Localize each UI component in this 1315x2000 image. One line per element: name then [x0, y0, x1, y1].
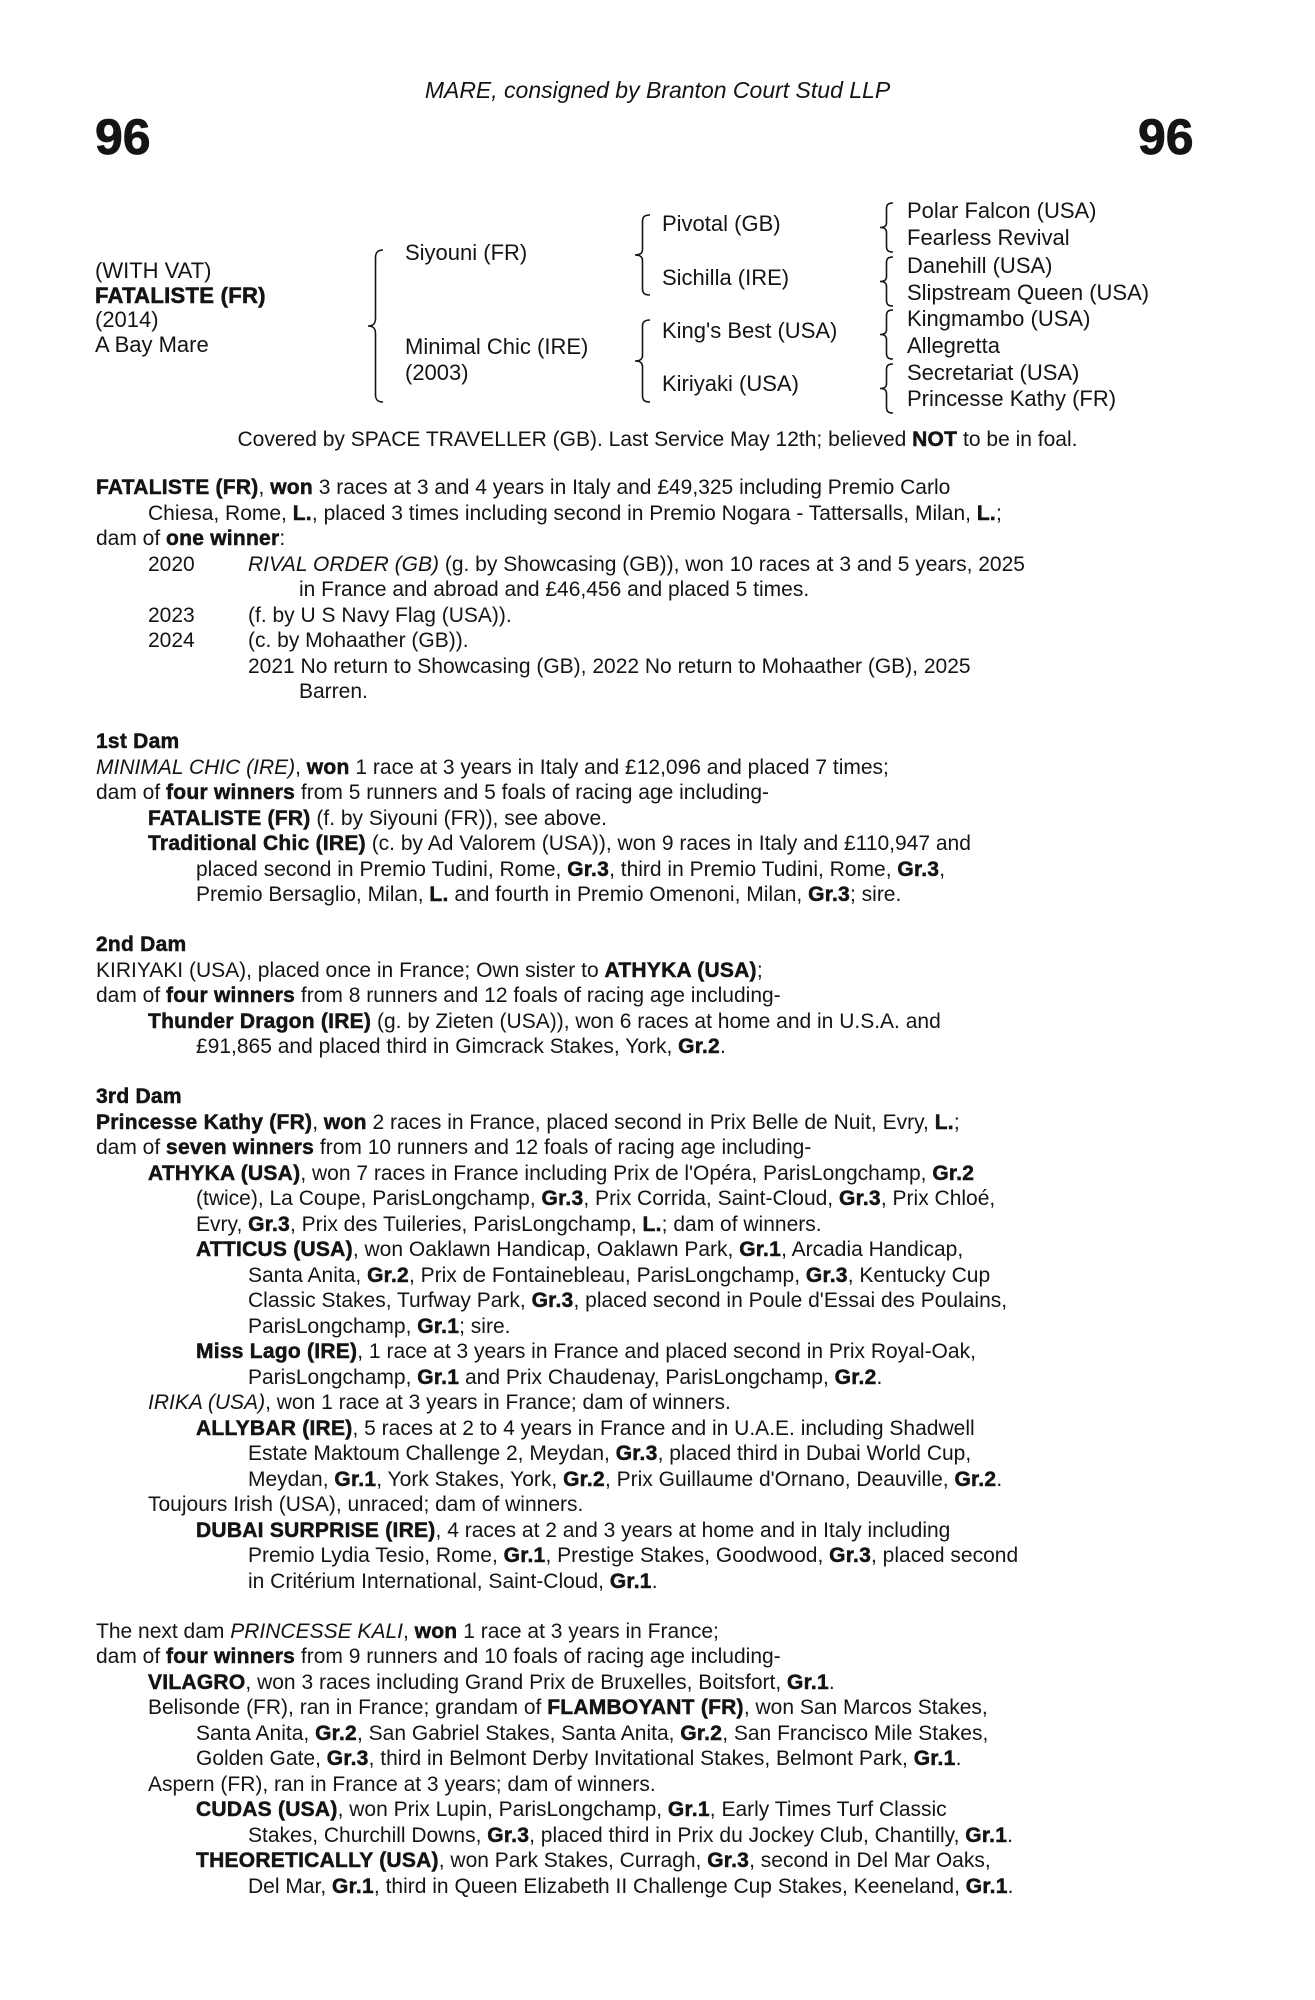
bracket-ggp-1	[880, 203, 893, 252]
bold-text: ATHYKA (USA)	[148, 1161, 301, 1185]
text-run: Covered by SPACE TRAVELLER (GB). Last Service May 12th; believed	[237, 428, 913, 451]
text-run: ParisLongchamp,	[248, 1365, 418, 1389]
consignment-header: MARE, consigned by Branton Court Stud LLP	[424, 77, 891, 103]
great-grandparent: Allegretta	[907, 333, 1000, 358]
bold-text: four winners	[166, 781, 296, 804]
bold-text: Gr.2	[680, 1721, 723, 1745]
great-grandparent: Danehill (USA)	[907, 253, 1053, 278]
bold-text: THEORETICALLY (USA)	[196, 1849, 439, 1872]
text-run: ParisLongchamp,	[248, 1314, 418, 1338]
dam-dam: Kiriyaki (USA)	[662, 371, 799, 396]
text-run: , placed second in Poule d'Essai des Poulains,	[573, 1289, 1008, 1312]
text-line	[148, 1161, 1197, 1187]
text-line	[196, 1518, 1197, 1544]
text-run: (f. by U S Navy Flag (USA)).	[248, 603, 512, 627]
text-line	[96, 1110, 1197, 1136]
text-run: , won Park Stakes, Curragh,	[438, 1849, 708, 1872]
bold-text: Princesse Kathy (FR)	[96, 1110, 313, 1134]
text-line	[196, 882, 1197, 908]
foal-year: 2023	[148, 603, 195, 627]
foal-year: 2020	[148, 552, 195, 576]
bold-text: L.	[934, 1110, 954, 1134]
italic-text: RIVAL ORDER (GB)	[248, 552, 439, 576]
bold-text: ATTICUS (USA)	[196, 1238, 353, 1261]
text-run: , San Francisco Mile Stakes,	[722, 1721, 989, 1745]
text-run: .	[955, 1747, 962, 1770]
text-run: to be in foal.	[957, 428, 1078, 451]
text-run: , Kentucky Cup	[847, 1263, 991, 1287]
text-run: KIRIYAKI (USA), placed once in France; Own sister to	[96, 958, 605, 982]
text-line	[148, 1772, 1197, 1798]
text-run: , won 3 races including Grand Prix de Bruxelles, Boitsfort,	[245, 1670, 788, 1694]
text-run: .	[876, 1365, 883, 1389]
bold-text: Gr.3	[838, 1187, 881, 1210]
bold-text: Gr.1	[609, 1569, 652, 1593]
text-run: , 4 races at 2 and 3 years at home and in Italy including	[435, 1518, 951, 1542]
text-run: ; sire.	[459, 1314, 511, 1338]
text-run: in Critérium International, Saint-Cloud,	[248, 1569, 610, 1593]
bold-text: Gr.3	[897, 857, 940, 881]
text-run: from 5 runners and 5 foals of racing age including-	[295, 781, 769, 804]
text-run: (c. by Mohaather (GB)).	[248, 629, 469, 652]
text-run: :	[279, 527, 286, 550]
text-line	[96, 983, 1197, 1009]
text-run: dam of	[96, 1645, 167, 1668]
bold-text: 2nd Dam	[96, 933, 187, 956]
text-line	[196, 1186, 1197, 1212]
text-run: ;	[756, 958, 763, 982]
bold-text: Gr.1	[417, 1314, 460, 1338]
text-run: Golden Gate,	[196, 1747, 327, 1770]
text-line	[248, 552, 1197, 578]
text-run: and Prix Chaudenay, ParisLongchamp,	[459, 1365, 835, 1389]
sire-sire: Pivotal (GB)	[662, 211, 781, 236]
text-run: .	[996, 1467, 1003, 1491]
great-grandparent: Slipstream Queen (USA)	[907, 280, 1150, 305]
text-run: (g. by Zieten (USA)), won 6 races at home and in U.S.A. and	[371, 1009, 941, 1033]
text-run: ,	[295, 755, 307, 779]
text-run: , third in Premio Tudini, Rome,	[609, 857, 898, 881]
text-run: , Prix de Fontainebleau, ParisLongchamp,	[408, 1263, 806, 1287]
text-line	[148, 1390, 1197, 1416]
bold-text: ATHYKA (USA)	[604, 958, 757, 982]
text-line	[148, 501, 1197, 527]
bold-text: Gr.3	[531, 1289, 574, 1312]
text-line	[148, 806, 1197, 832]
text-run: ; dam of winners.	[661, 1212, 822, 1236]
text-run: ,	[258, 476, 271, 499]
text-run: 1 race at 3 years in France;	[457, 1619, 719, 1643]
text-run: Toujours Irish (USA), unraced; dam of winners.	[148, 1493, 584, 1516]
bold-text: Gr.1	[332, 1874, 374, 1898]
text-line	[148, 831, 1197, 857]
bold-text: Gr.3	[487, 1823, 530, 1847]
horse-description: A Bay Mare	[95, 331, 209, 357]
bold-text: NOT	[912, 428, 958, 451]
text-line	[196, 1416, 1197, 1442]
bold-text: L.	[976, 501, 997, 525]
bold-text: CUDAS (USA)	[196, 1798, 338, 1821]
bold-text: Gr.3	[326, 1747, 369, 1770]
bold-text: 3rd Dam	[96, 1085, 182, 1108]
bold-text: Gr.3	[808, 883, 850, 906]
text-run: , won Oaklawn Handicap, Oaklawn Park,	[352, 1238, 740, 1261]
text-line	[96, 780, 1197, 806]
bracket-parents	[368, 250, 383, 402]
text-run: ;	[996, 501, 1002, 525]
text-line	[248, 1365, 1197, 1391]
dam-year: (2003)	[405, 360, 469, 385]
bold-text: Gr.3	[615, 1442, 658, 1465]
text-run: .	[719, 1035, 726, 1058]
text-line	[196, 1339, 1197, 1365]
text-run: , York Stakes, York,	[376, 1467, 564, 1491]
bold-text: Gr.3	[829, 1544, 872, 1567]
text-run: , placed third in Dubai World Cup,	[657, 1442, 972, 1465]
text-run: Del Mar,	[248, 1874, 333, 1898]
bold-text: Gr.2	[367, 1263, 409, 1287]
bold-text: Miss Lago (IRE)	[196, 1340, 358, 1363]
horse-name: FATALISTE (FR)	[95, 282, 266, 308]
lot-number-left: 96	[95, 109, 151, 165]
bracket-sire-line	[635, 215, 650, 295]
bold-text: Gr.2	[954, 1467, 997, 1491]
bold-text: won	[270, 476, 313, 499]
text-line	[196, 1237, 1197, 1263]
bold-text: Gr.2	[563, 1467, 605, 1491]
bold-text: won	[323, 1110, 367, 1134]
text-run: Classic Stakes, Turfway Park,	[248, 1289, 532, 1312]
text-run: in France and abroad and £46,456 and placed 5 times.	[299, 578, 810, 601]
bold-text: FLAMBOYANT (FR)	[547, 1696, 744, 1719]
text-line	[196, 857, 1197, 883]
text-run: , third in Belmont Derby Invitational Stakes, Belmont Park,	[368, 1747, 914, 1770]
text-run: , Early Times Turf Classic	[709, 1798, 947, 1821]
text-run: , Arcadia Handicap,	[781, 1238, 964, 1261]
dam: Minimal Chic (IRE)	[405, 334, 589, 359]
text-run: Stakes, Churchill Downs,	[248, 1823, 488, 1847]
text-run: Belisonde (FR), ran in France; grandam of	[148, 1696, 548, 1719]
text-line	[248, 1823, 1197, 1849]
text-run: , placed 3 times including second in Premio Nogara - Tattersalls, Milan,	[311, 501, 977, 525]
text-run: Evry,	[196, 1212, 249, 1236]
sire-dam: Sichilla (IRE)	[662, 265, 790, 290]
text-run: Aspern (FR), ran in France at 3 years; dam of winners.	[148, 1772, 656, 1796]
text-run: (f. by Siyouni (FR)), see above.	[310, 806, 607, 830]
text-run: dam of	[96, 984, 167, 1007]
text-run: , won 7 races in France including Prix de l'Opéra, ParisLongchamp,	[300, 1161, 933, 1185]
section-heading	[96, 932, 1197, 958]
section-heading	[96, 1084, 1197, 1110]
bold-text: Gr.1	[913, 1747, 956, 1770]
bold-text: Thunder Dragon (IRE)	[148, 1009, 372, 1033]
text-run: , Prix Chloé,	[880, 1187, 996, 1210]
vat-note: (WITH VAT)	[95, 258, 212, 283]
text-run: dam of	[96, 527, 167, 550]
text-line	[196, 1746, 1197, 1772]
text-line	[196, 1034, 1197, 1060]
text-run: Estate Maktoum Challenge 2, Meydan,	[248, 1442, 616, 1465]
text-run: (c. by Ad Valorem (USA)), won 9 races in Italy and £110,947 and	[365, 832, 971, 855]
text-run: and fourth in Premio Omenoni, Milan,	[448, 883, 809, 906]
text-run: , won Prix Lupin, ParisLongchamp,	[337, 1798, 668, 1821]
foal-year: 2024	[148, 629, 195, 652]
section-heading	[96, 729, 1197, 755]
text-run: , Prix des Tuileries, ParisLongchamp,	[290, 1212, 643, 1236]
text-line	[299, 577, 1197, 603]
text-run: Premio Lydia Tesio, Rome,	[248, 1544, 504, 1567]
text-line	[248, 1441, 1197, 1467]
text-line	[248, 1288, 1197, 1314]
great-grandparent: Fearless Revival	[907, 225, 1070, 250]
italic-text: IRIKA (USA)	[148, 1391, 266, 1414]
text-run: Premio Bersaglio, Milan,	[196, 883, 430, 906]
text-line	[196, 1848, 1197, 1874]
text-run: placed second in Premio Tudini, Rome,	[196, 857, 568, 881]
text-line	[148, 1695, 1197, 1721]
text-run: £91,865 and placed third in Gimcrack Stakes, York,	[196, 1035, 679, 1058]
text-line	[248, 1314, 1197, 1340]
text-line	[96, 755, 1197, 781]
great-grandparent: Secretariat (USA)	[907, 360, 1080, 385]
text-run: 3 races at 3 and 4 years in Italy and £49,325 including Premio Carlo	[312, 476, 951, 499]
text-line	[248, 1467, 1197, 1493]
text-line	[148, 1670, 1197, 1696]
text-run: , won San Marcos Stakes,	[743, 1696, 988, 1719]
text-run: , third in Queen Elizabeth II Challenge Cup Stakes, Keeneland,	[373, 1874, 966, 1898]
bold-text: won	[306, 755, 350, 779]
bold-text: Gr.1	[503, 1544, 546, 1567]
bold-text: Gr.1	[417, 1365, 460, 1389]
sire: Siyouni (FR)	[405, 240, 528, 265]
text-run: , second in Del Mar Oaks,	[749, 1849, 991, 1872]
bold-text: Gr.1	[334, 1467, 377, 1491]
text-line	[196, 1797, 1197, 1823]
text-run: from 9 runners and 10 foals of racing age including-	[295, 1645, 781, 1668]
pedigree-subject	[95, 259, 266, 357]
text-run: ,	[312, 1110, 324, 1134]
bracket-dam-line	[635, 320, 650, 402]
great-grandparent: Princesse Kathy (FR)	[907, 386, 1117, 411]
text-line	[96, 526, 1197, 552]
bold-text: Gr.3	[805, 1263, 848, 1287]
text-run: , San Gabriel Stakes, Santa Anita,	[356, 1721, 681, 1745]
bracket-ggp-4	[880, 364, 893, 413]
text-line	[248, 1569, 1197, 1595]
bold-text: Gr.2	[932, 1161, 975, 1185]
bold-text: Gr.2	[315, 1721, 357, 1745]
text-run: , placed second	[871, 1544, 1019, 1567]
covering-statement	[0, 427, 1315, 453]
bold-text: won	[414, 1619, 458, 1643]
bold-text: Gr.1	[739, 1238, 782, 1261]
text-line	[248, 1263, 1197, 1289]
bold-text: Gr.3	[567, 857, 610, 881]
bold-text: Gr.1	[965, 1874, 1008, 1898]
bold-text: FATALISTE (FR)	[148, 806, 311, 830]
text-run: , Prestige Stakes, Goodwood,	[545, 1544, 830, 1567]
bold-text: ALLYBAR (IRE)	[196, 1416, 353, 1440]
lot-number-right: 96	[1138, 109, 1194, 165]
text-run: ; sire.	[849, 883, 902, 906]
bold-text: Gr.2	[834, 1365, 877, 1389]
great-grandparent: Polar Falcon (USA)	[907, 198, 1097, 223]
text-line	[299, 679, 1197, 705]
text-run: Santa Anita,	[248, 1263, 368, 1287]
text-run: Chiesa, Rome,	[148, 501, 293, 525]
text-line	[96, 1619, 1197, 1645]
bold-text: four winners	[166, 984, 296, 1007]
text-run: , 1 race at 3 years in France and placed second in Prix Royal-Oak,	[357, 1340, 976, 1363]
text-run: 2021 No return to Showcasing (GB), 2022 No return to Mohaather (GB), 2025	[248, 654, 971, 678]
bold-text: seven winners	[166, 1136, 315, 1159]
text-run: , 5 races at 2 to 4 years in France and in U.A.E. including Shadwell	[352, 1416, 975, 1440]
bold-text: 1st Dam	[96, 730, 180, 753]
text-line	[248, 1874, 1197, 1900]
foaling-year: (2014)	[95, 307, 159, 332]
text-run: .	[651, 1569, 658, 1593]
text-line	[196, 1721, 1197, 1747]
text-run: .	[828, 1670, 835, 1694]
text-run: ,	[402, 1619, 415, 1643]
text-run: ;	[953, 1110, 960, 1134]
text-line	[248, 603, 1197, 629]
bold-text: four winners	[166, 1645, 296, 1668]
text-line	[148, 1009, 1197, 1035]
bold-text: DUBAI SURPRISE (IRE)	[196, 1518, 436, 1542]
bracket-ggp-3	[880, 310, 893, 359]
text-run: 2 races in France, placed second in Prix Belle de Nuit, Evry,	[366, 1110, 935, 1134]
text-run: from 10 runners and 12 foals of racing age including-	[314, 1136, 812, 1159]
bracket-ggp-2	[880, 257, 893, 306]
text-run: .	[1007, 1823, 1013, 1847]
text-line	[96, 475, 1197, 501]
text-line	[248, 654, 1197, 680]
text-run: , Prix Guillaume d'Ornano, Deauville,	[604, 1467, 955, 1491]
bold-text: one winner	[166, 527, 280, 550]
dam-sire: King's Best (USA)	[662, 318, 838, 343]
text-line	[96, 958, 1197, 984]
bold-text: Traditional Chic (IRE)	[148, 832, 366, 855]
text-run: 1 race at 3 years in Italy and £12,096 and placed 7 times;	[349, 755, 889, 779]
bold-text: L.	[429, 883, 449, 906]
text-run: from 8 runners and 12 foals of racing age including-	[295, 984, 781, 1007]
great-grandparent: Kingmambo (USA)	[907, 306, 1091, 331]
text-line	[248, 1543, 1197, 1569]
bold-text: Gr.1	[965, 1823, 1008, 1847]
text-line	[196, 1212, 1197, 1238]
bold-text: L.	[642, 1212, 662, 1236]
bold-text: FATALISTE (FR)	[96, 476, 259, 499]
text-line	[248, 628, 1197, 654]
text-run: , Prix Corrida, Saint-Cloud,	[583, 1187, 839, 1210]
text-run: dam of	[96, 1136, 167, 1159]
text-run: dam of	[96, 781, 167, 804]
text-run: Santa Anita,	[196, 1721, 316, 1745]
bold-text: Gr.2	[678, 1035, 720, 1058]
italic-text: PRINCESSE KALI	[230, 1619, 403, 1643]
text-run: , won 1 race at 3 years in France; dam of winners.	[265, 1391, 731, 1414]
bold-text: VILAGRO	[148, 1670, 246, 1694]
text-run: (g. by Showcasing (GB)), won 10 races at 3 and 5 years, 2025	[439, 552, 1025, 576]
text-run: .	[1007, 1874, 1014, 1898]
italic-text: MINIMAL CHIC (IRE)	[96, 755, 296, 779]
text-run: The next dam	[96, 1619, 231, 1643]
text-run: Meydan,	[248, 1467, 335, 1491]
bold-text: Gr.3	[248, 1212, 290, 1236]
text-run: Barren.	[299, 680, 368, 703]
bold-text: Gr.3	[707, 1849, 750, 1872]
text-run: , placed third in Prix du Jockey Club, Chantilly,	[529, 1823, 966, 1847]
text-run: ,	[939, 857, 946, 881]
text-line	[96, 1644, 1197, 1670]
text-line	[148, 1492, 1197, 1518]
text-line	[96, 1135, 1197, 1161]
text-run: (twice), La Coupe, ParisLongchamp,	[196, 1187, 542, 1210]
bold-text: Gr.3	[541, 1187, 584, 1210]
bold-text: Gr.1	[667, 1798, 710, 1821]
bold-text: L.	[292, 501, 312, 525]
bold-text: Gr.1	[787, 1670, 829, 1694]
